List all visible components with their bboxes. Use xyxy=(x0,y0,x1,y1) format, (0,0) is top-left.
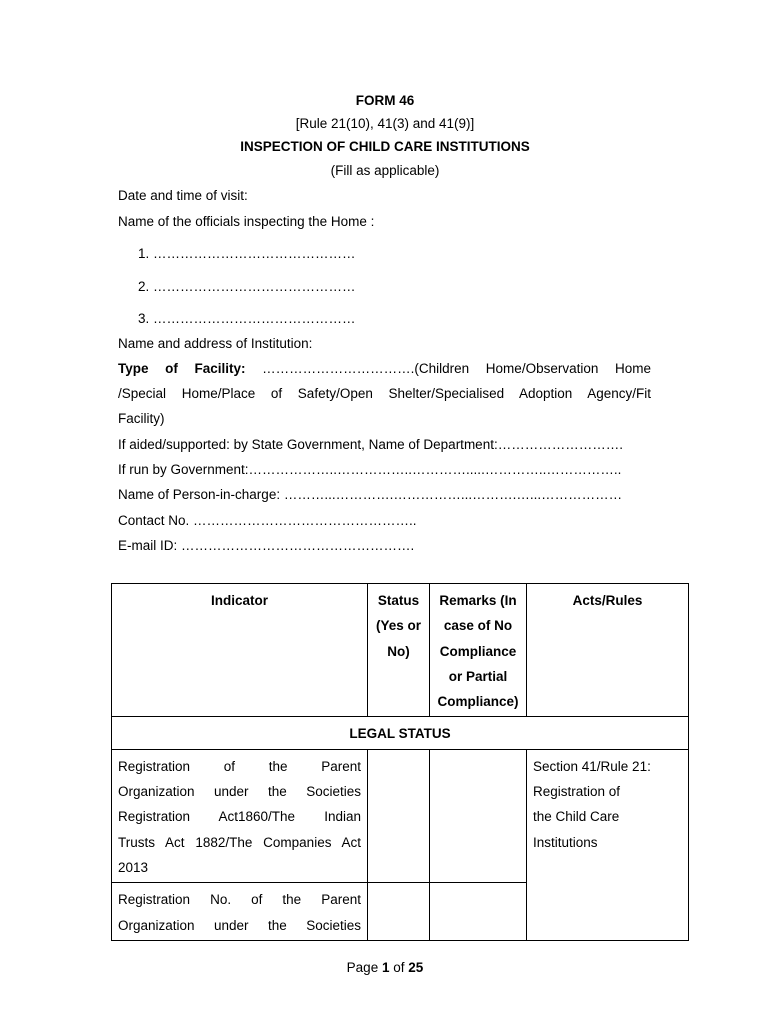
status-header: Status (Yes or No) xyxy=(368,584,430,717)
form-title: INSPECTION OF CHILD CARE INSTITUTIONS xyxy=(240,139,530,154)
facility-line-3: Facility) xyxy=(118,411,165,426)
person-in-charge-field: Name of Person-in-charge: ………...………….……………...……….…...……………… xyxy=(118,487,623,502)
official-3-line: 3. ……………………………………… xyxy=(138,311,356,326)
facility-line-2: /Special Home/Place of Safety/Open Shelter/Specialised Adoption Agency/Fit xyxy=(118,386,651,401)
institution-field: Name and address of Institution: xyxy=(118,336,313,351)
official-1-line: 1. ……………………………………… xyxy=(138,246,356,261)
acts-header: Acts/Rules xyxy=(527,584,689,717)
acts-cell: Section 41/Rule 21: Registration of the Child Care Institutions xyxy=(527,749,689,940)
indicator-header: Indicator xyxy=(112,584,368,717)
table-header-row xyxy=(112,584,689,717)
form-number: FORM 46 xyxy=(355,93,415,108)
form-subtitle: (Fill as applicable) xyxy=(330,163,440,178)
remarks-cell[interactable] xyxy=(430,749,527,882)
aided-field: If aided/supported: by State Government, Name of Department:………………………. xyxy=(118,437,623,452)
remarks-cell[interactable] xyxy=(430,883,527,941)
status-cell[interactable] xyxy=(368,883,430,941)
table-row xyxy=(112,749,689,882)
legal-status-heading: LEGAL STATUS xyxy=(112,717,689,749)
facility-options: …………………………….(Children Home/Observation Home xyxy=(262,361,651,376)
email-field: E-mail ID: ……………………………………………. xyxy=(118,538,415,553)
indicator-cell: Registration No. of the Parent Organization under the Societies xyxy=(112,883,368,941)
indicator-cell: Registration of the Parent Organization under the Societies Registration Act1860/The Indian Trusts Act 1882/The Companies Act 2013 xyxy=(112,749,368,882)
official-2-line: 2. ……………………………………… xyxy=(138,279,356,294)
run-by-govt-field: If run by Government:………………..……………..………….....…………..…………….. xyxy=(118,462,622,477)
rule-reference: [Rule 21(10), 41(3) and 41(9)] xyxy=(295,116,475,131)
page-footer: Page 1 of 25 xyxy=(346,960,424,975)
status-cell[interactable] xyxy=(368,749,430,882)
officials-field: Name of the officials inspecting the Home : xyxy=(118,214,375,229)
section-row xyxy=(112,717,689,749)
inspection-table xyxy=(111,583,689,941)
date-time-field: Date and time of visit: xyxy=(118,188,248,203)
facility-line-1 xyxy=(118,361,651,376)
contact-field: Contact No. ………………………………………….. xyxy=(118,513,417,528)
facility-label: Type of Facility: xyxy=(118,361,246,376)
remarks-header: Remarks (In case of No Compliance or Partial Compliance) xyxy=(430,584,527,717)
